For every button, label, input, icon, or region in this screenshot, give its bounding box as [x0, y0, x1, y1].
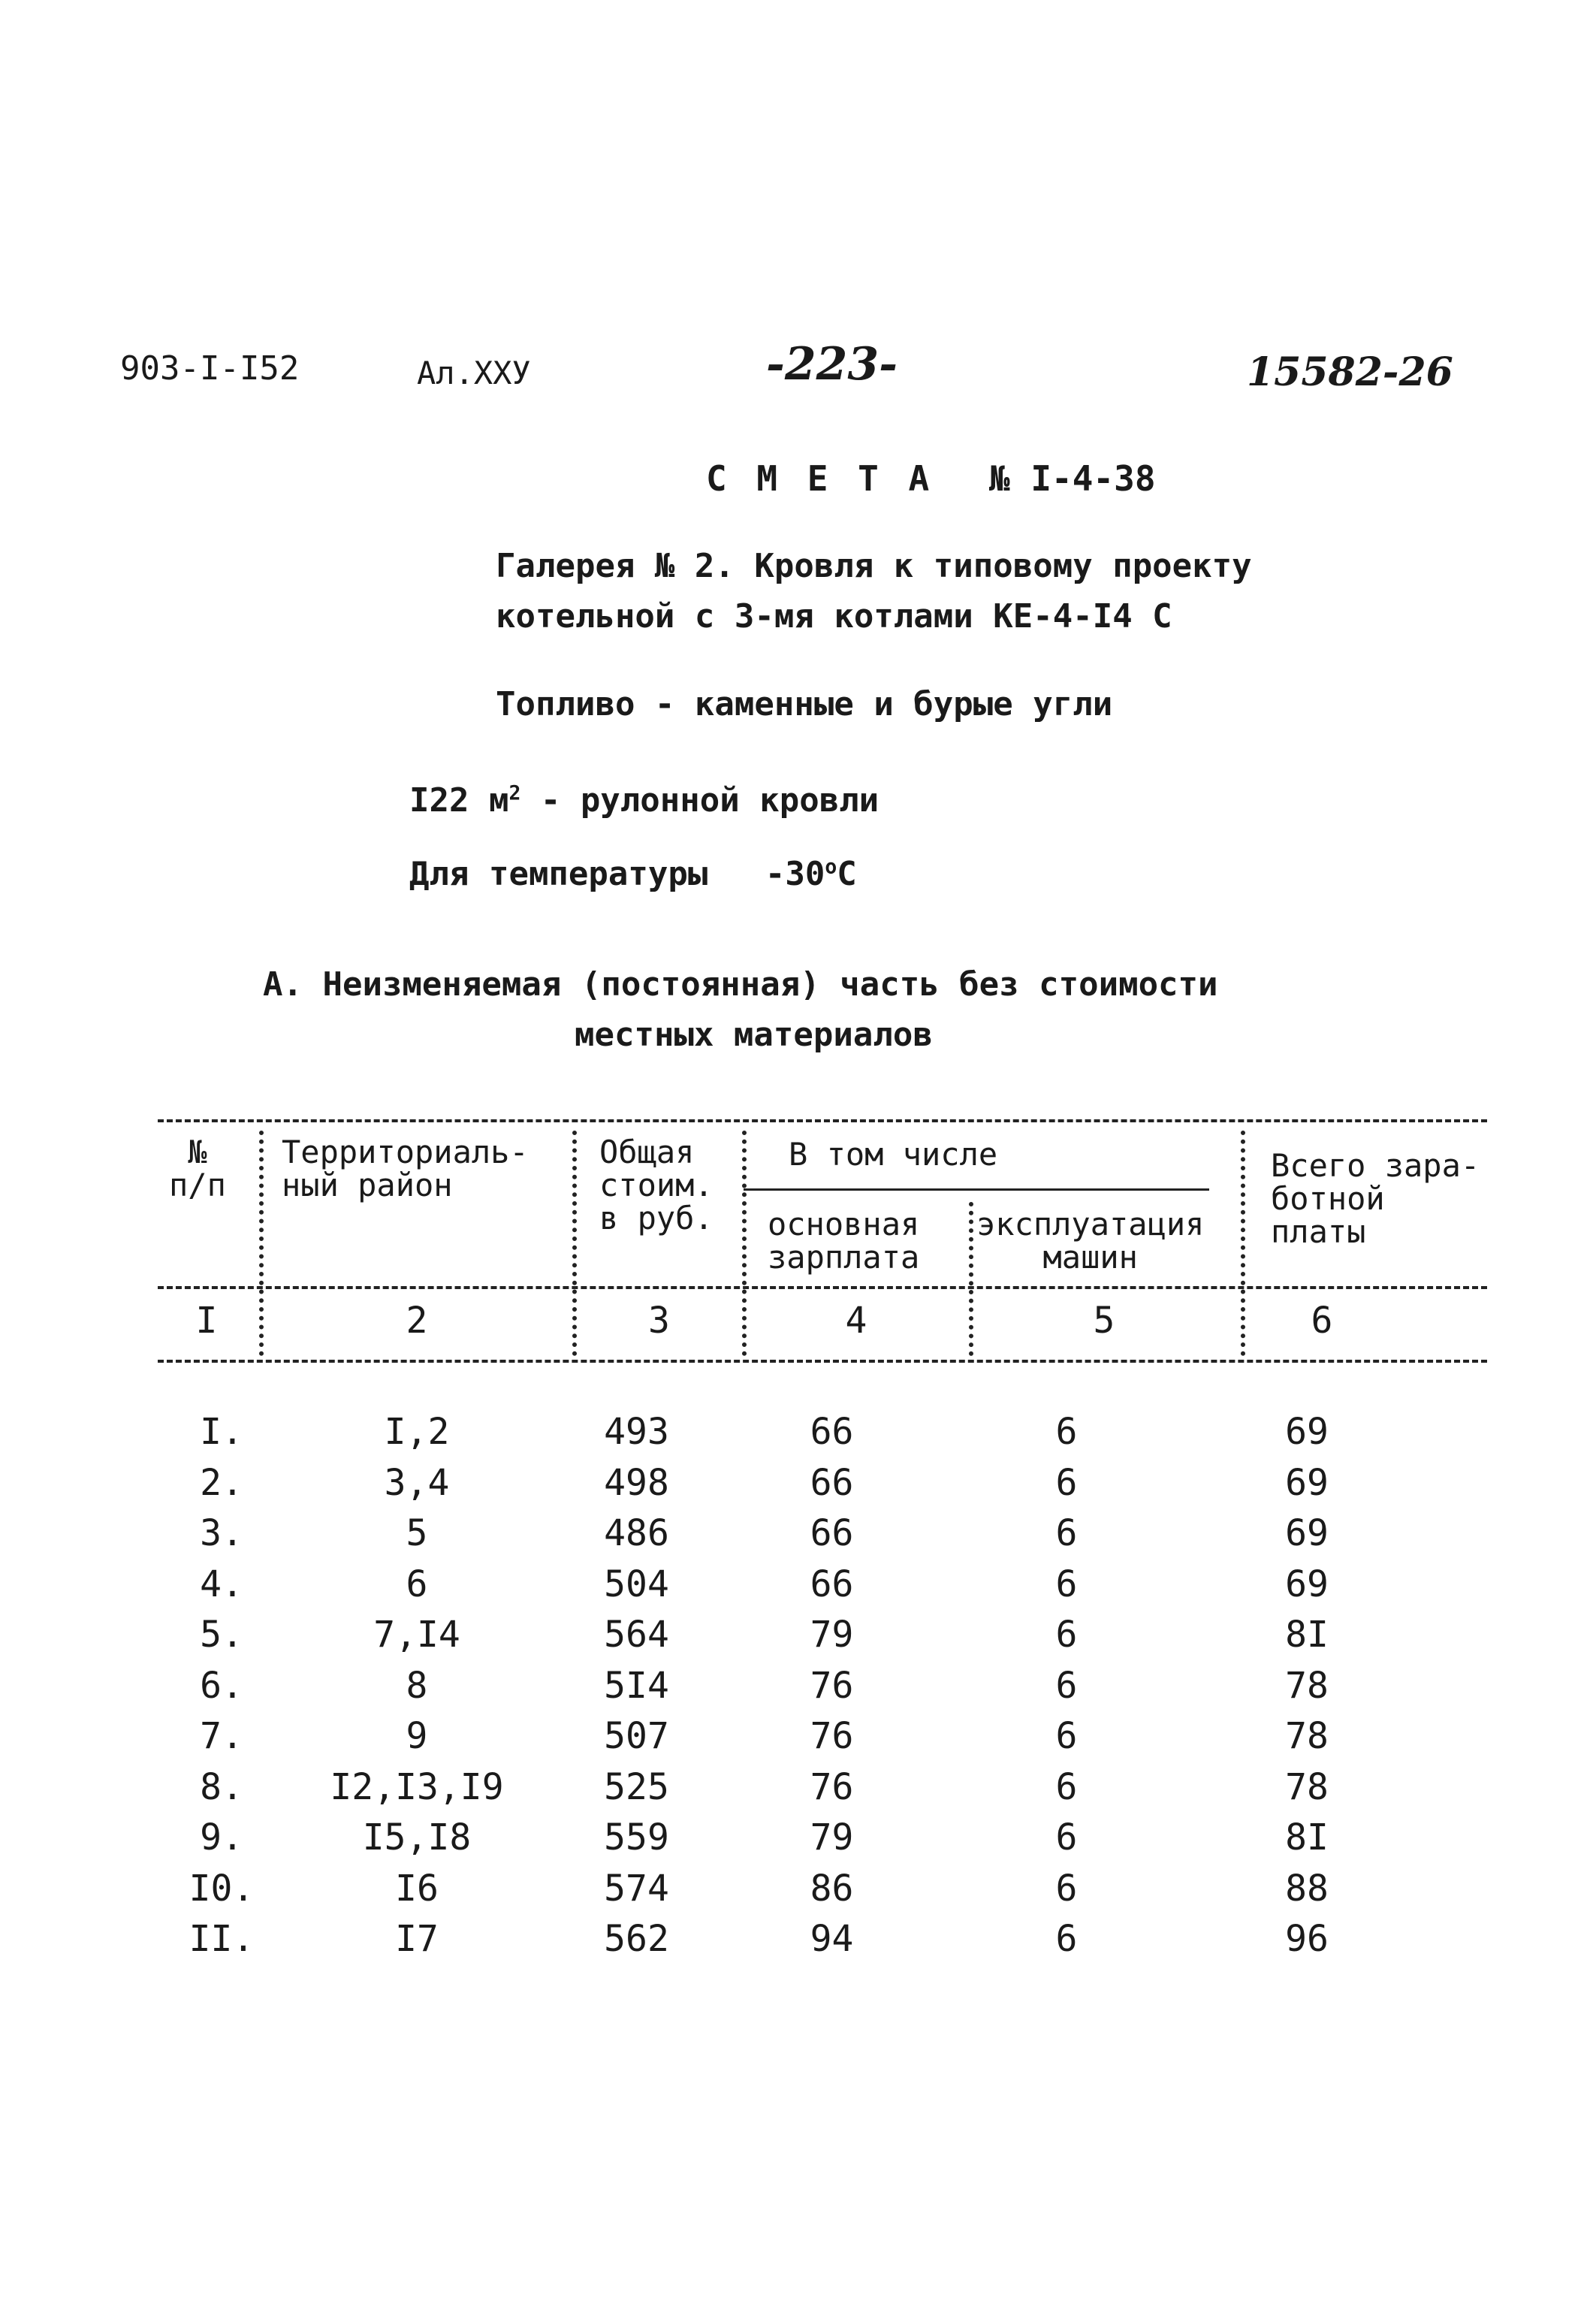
- col-number-4: 4: [845, 1300, 867, 1342]
- row-machine-operation: 6: [1055, 1411, 1078, 1453]
- header-number: № п/п: [169, 1134, 226, 1203]
- header-total-wages: Всего зара- ботной платы: [1271, 1147, 1480, 1250]
- estimate-label: С М Е Т А: [706, 458, 934, 499]
- row-region: I6: [395, 1867, 439, 1910]
- section-heading-line-1: А. Неизменяемая (постоянная) часть без стоимости: [263, 965, 1218, 1004]
- row-region: 7,I4: [373, 1614, 460, 1656]
- header-total-cost: Общая стоим. в руб.: [599, 1134, 714, 1237]
- row-base-salary: 76: [810, 1715, 854, 1757]
- row-base-salary: 94: [810, 1918, 854, 1960]
- album-number: Ал.XXУ: [417, 355, 531, 391]
- row-total-cost: 564: [604, 1614, 669, 1656]
- header-including: В том числе: [789, 1136, 998, 1173]
- row-base-salary: 66: [810, 1461, 854, 1504]
- col-separator-5: [1241, 1131, 1245, 1356]
- row-number: I.: [200, 1411, 243, 1453]
- row-total-wages: 78: [1285, 1664, 1329, 1707]
- row-machine-operation: 6: [1055, 1715, 1078, 1757]
- row-total-wages: 69: [1285, 1563, 1329, 1605]
- roof-area-value: I22 м: [409, 781, 509, 820]
- row-machine-operation: 6: [1055, 1461, 1078, 1504]
- fuel-line: Топливо - каменные и бурые угли: [496, 685, 1113, 723]
- row-total-wages: 78: [1285, 1715, 1329, 1757]
- col-number-6: 6: [1311, 1300, 1333, 1342]
- row-total-cost: 5I4: [604, 1664, 669, 1707]
- row-machine-operation: 6: [1055, 1816, 1078, 1859]
- row-base-salary: 66: [810, 1563, 854, 1605]
- row-base-salary: 86: [810, 1867, 854, 1910]
- row-base-salary: 79: [810, 1816, 854, 1859]
- row-machine-operation: 6: [1055, 1512, 1078, 1554]
- row-total-cost: 507: [604, 1715, 669, 1757]
- row-number: II.: [189, 1918, 255, 1960]
- row-number: 6.: [200, 1664, 243, 1707]
- row-number: 8.: [200, 1765, 243, 1808]
- gallery-line-1: Галерея № 2. Кровля к типовому проекту: [496, 547, 1252, 585]
- row-machine-operation: 6: [1055, 1765, 1078, 1808]
- row-number: 4.: [200, 1563, 243, 1605]
- row-base-salary: 76: [810, 1664, 854, 1707]
- estimate-title: [706, 458, 1156, 499]
- row-total-wages: 8I: [1285, 1816, 1329, 1859]
- row-total-cost: 525: [604, 1765, 669, 1808]
- row-machine-operation: 6: [1055, 1614, 1078, 1656]
- temperature-line: [409, 855, 857, 893]
- row-region: I2,I3,I9: [330, 1765, 504, 1808]
- row-total-cost: 498: [604, 1461, 669, 1504]
- row-number: 9.: [200, 1816, 243, 1859]
- row-region: 9: [406, 1715, 428, 1757]
- row-total-wages: 69: [1285, 1411, 1329, 1453]
- estimate-number: № I-4-38: [988, 458, 1156, 499]
- row-total-wages: 69: [1285, 1461, 1329, 1504]
- row-total-wages: 96: [1285, 1918, 1329, 1960]
- row-machine-operation: 6: [1055, 1563, 1078, 1605]
- row-region: I7: [395, 1918, 439, 1960]
- row-number: 7.: [200, 1715, 243, 1757]
- row-region: 5: [406, 1512, 428, 1554]
- row-base-salary: 79: [810, 1614, 854, 1656]
- row-total-cost: 562: [604, 1918, 669, 1960]
- col-number-2: 2: [406, 1300, 428, 1342]
- col-number-1: I: [195, 1300, 218, 1342]
- row-machine-operation: 6: [1055, 1867, 1078, 1910]
- row-total-wages: 88: [1285, 1867, 1329, 1910]
- temperature-label: Для температуры: [409, 855, 708, 893]
- table-top-rule: [158, 1119, 1487, 1122]
- section-heading-line-2: местных материалов: [575, 1016, 933, 1054]
- row-machine-operation: 6: [1055, 1664, 1078, 1707]
- inventory-number: 15582-26: [1247, 349, 1453, 395]
- table-header-bottom-rule: [158, 1286, 1487, 1289]
- gallery-line-2: котельной с 3-мя котлами КЕ-4-I4 С: [496, 597, 1172, 636]
- table-colnum-bottom-rule: [158, 1360, 1487, 1363]
- roof-area-tail: - рулонной кровли: [520, 781, 879, 820]
- row-base-salary: 66: [810, 1411, 854, 1453]
- col-separator-2: [572, 1131, 577, 1356]
- header-machine-operation: эксплуатация машин: [976, 1206, 1205, 1276]
- document-code: 903-I-I52: [120, 349, 300, 388]
- row-total-wages: 8I: [1285, 1614, 1329, 1656]
- roof-area-exponent: 2: [508, 781, 521, 805]
- row-total-cost: 574: [604, 1867, 669, 1910]
- col-number-5: 5: [1093, 1300, 1115, 1342]
- row-base-salary: 76: [810, 1765, 854, 1808]
- header-base-salary: основная зарплата: [768, 1206, 920, 1276]
- row-region: 3,4: [384, 1461, 450, 1504]
- row-total-cost: 559: [604, 1816, 669, 1859]
- row-region: 6: [406, 1563, 428, 1605]
- row-total-cost: 486: [604, 1512, 669, 1554]
- roof-area-line: [409, 781, 879, 820]
- row-region: I5,I8: [362, 1816, 472, 1859]
- temperature-value: $-30^оС$: [765, 855, 857, 893]
- row-number: 5.: [200, 1614, 243, 1656]
- col-number-3: 3: [648, 1300, 670, 1342]
- row-number: 2.: [200, 1461, 243, 1504]
- row-base-salary: 66: [810, 1512, 854, 1554]
- row-number: 3.: [200, 1512, 243, 1554]
- row-total-cost: 493: [604, 1411, 669, 1453]
- row-total-wages: 78: [1285, 1765, 1329, 1808]
- row-total-wages: 69: [1285, 1512, 1329, 1554]
- row-region: I,2: [384, 1411, 450, 1453]
- table-incl-rule: [744, 1188, 1209, 1191]
- header-region: Территориаль- ный район: [282, 1134, 529, 1203]
- col-separator-3: [742, 1131, 747, 1356]
- row-total-cost: 504: [604, 1563, 669, 1605]
- row-machine-operation: 6: [1055, 1918, 1078, 1960]
- page-number: -223-: [766, 338, 898, 391]
- row-number: I0.: [189, 1867, 255, 1910]
- row-region: 8: [406, 1664, 428, 1707]
